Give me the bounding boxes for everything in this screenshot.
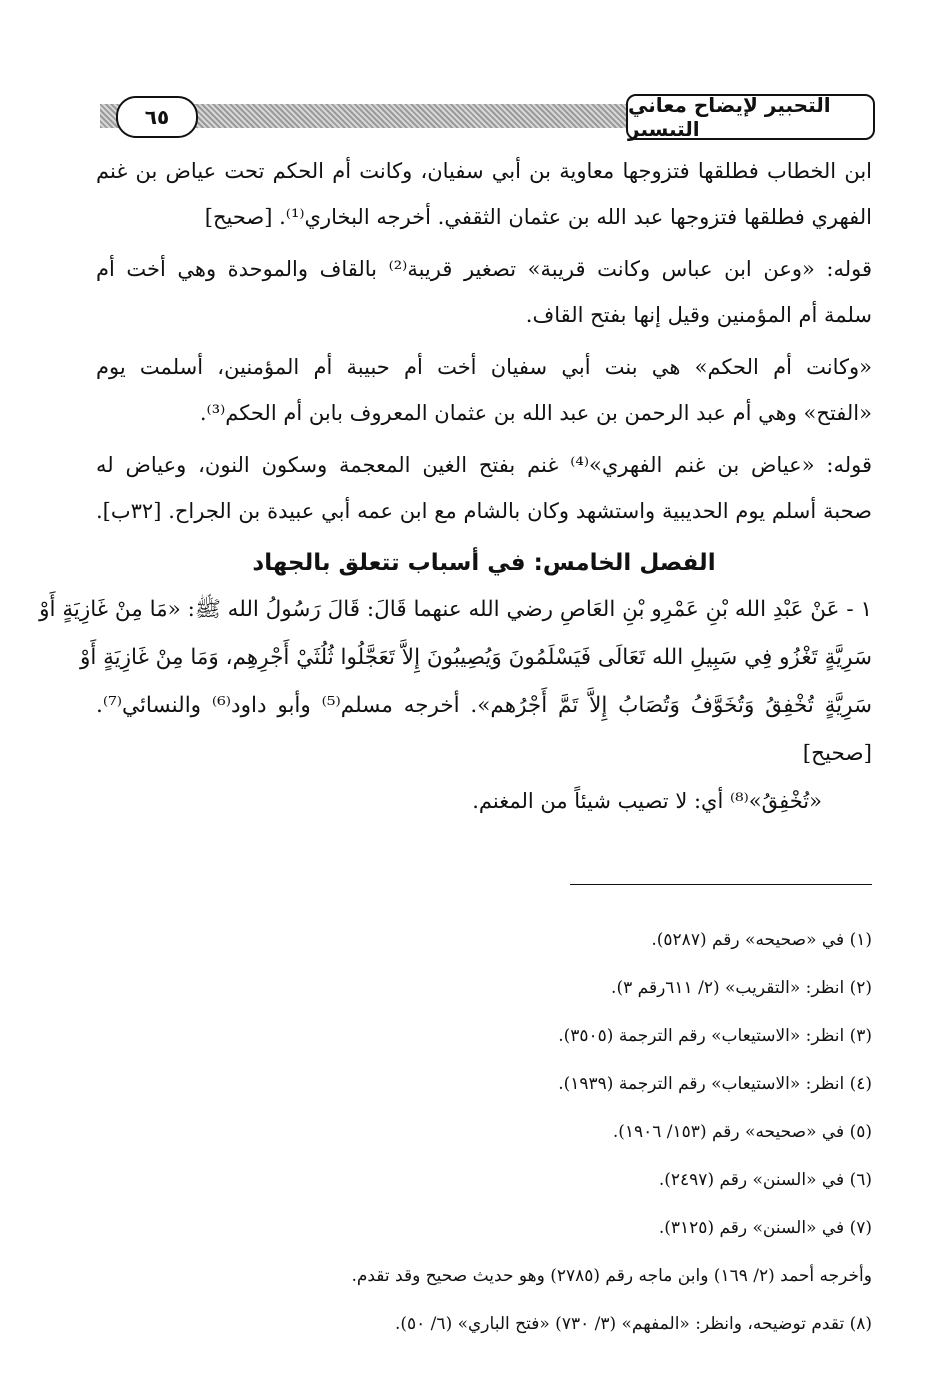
footnote: (٦) في «السنن» رقم (٢٤٩٧). bbox=[658, 1170, 872, 1190]
text-line: صحبة أسلم يوم الحديبية واستشهد وكان بالشام مع ابن عمه أبي عبيدة بن الجراح. [٣٢ب]. bbox=[96, 499, 872, 523]
footnote: (٤) انظر: «الاستيعاب» رقم الترجمة (١٩٣٩). bbox=[558, 1074, 872, 1094]
text-line: قوله: «عياض بن غنم الفهري»⁽⁴⁾ غنم بفتح الغين المعجمة وسكون النون، وعياض له bbox=[96, 453, 872, 477]
hadith-line: سَرِيَّةٍ تَغْزُو فِي سَبِيلِ الله تَعَالَى فَيَسْلَمُونَ وَيُصِيبُونَ إِلاَّ تَعَجَّلُوا ثُلُثَيْ أَجْرِهِم، وَمَا مِنْ غَازِيَةٍ أَوْ bbox=[79, 645, 872, 670]
text-line: «وكانت أم الحكم» هي بنت أبي سفيان أخت أم حبيبة أم المؤمنين، أسلمت يوم bbox=[96, 355, 872, 379]
text-line: الفهري فطلقها فتزوجها عبد الله بن عثمان الثقفي. أخرجه البخاري⁽¹⁾. [صحيح] bbox=[204, 205, 872, 229]
running-header bbox=[100, 92, 875, 142]
text-line: سلمة أم المؤمنين وقيل إنها بفتح القاف. bbox=[525, 303, 872, 327]
footnote: (٨) تقدم توضيحه، وانظر: «المفهم» (٣/ ٧٣٠) «فتح الباري» (٦/ ٥٠). bbox=[394, 1314, 872, 1334]
hadith-line: سَرِيَّةٍ تُخْفِقُ وَتُخَوَّفُ وَتُصَابُ إِلاَّ تَمَّ أَجْرُهم». أخرجه مسلم⁽⁵⁾ وأبو داود⁽⁶⁾ والنسائي⁽⁷⁾. bbox=[96, 693, 872, 718]
footnote: وأخرجه أحمد (٢/ ١٦٩) وابن ماجه رقم (٢٧٨٥) وهو حديث صحيح وقد تقدم. bbox=[351, 1266, 872, 1286]
footnote-separator bbox=[570, 884, 872, 885]
gloss-line: «تُخْفِقُ»⁽⁸⁾ أي: لا تصيب شيئاً من المغنم. bbox=[472, 789, 822, 813]
text-line: قوله: «وعن ابن عباس وكانت قريبة» تصغير قريبة⁽²⁾ بالقاف والموحدة وهي أخت أم bbox=[96, 257, 873, 281]
hadith-grade: [صحيح] bbox=[802, 741, 872, 766]
footnote: (٧) في «السنن» رقم (٣١٢٥). bbox=[658, 1218, 872, 1238]
footnote: (٥) في «صحيحه» رقم (١٥٣/ ١٩٠٦). bbox=[612, 1122, 872, 1142]
hadith-line: ١ - عَنْ عَبْدِ الله بْنِ عَمْرِو بْنِ العَاصِ رضي الله عنهما قَالَ: قَالَ رَسُولُ الله ﷺ: «مَا مِنْ غَازِيَةٍ أَوْ bbox=[39, 597, 872, 622]
section-title: الفصل الخامس: في أسباب تتعلق بالجهاد bbox=[252, 550, 716, 576]
book-title: التحبير لإيضاح معاني التيسير bbox=[626, 94, 875, 140]
footnote: (٢) انظر: «التقريب» (٢/ ٦١١رقم ٣). bbox=[611, 978, 872, 998]
footnotes bbox=[96, 916, 872, 1348]
main-text bbox=[39, 148, 873, 824]
text-line: ابن الخطاب فطلقها فتزوجها معاوية بن أبي سفيان، وكانت أم الحكم تحت عياض بن غنم bbox=[96, 159, 872, 183]
footnote: (١) في «صحيحه» رقم (٥٢٨٧). bbox=[651, 930, 872, 950]
footnote: (٣) انظر: «الاستيعاب» رقم الترجمة (٣٥٠٥). bbox=[558, 1026, 872, 1046]
page-number: ٦٥ bbox=[116, 96, 198, 138]
text-line: «الفتح» وهي أم عبد الرحمن بن عبد الله بن عثمان المعروف بابن أم الحكم⁽³⁾. bbox=[199, 401, 872, 425]
